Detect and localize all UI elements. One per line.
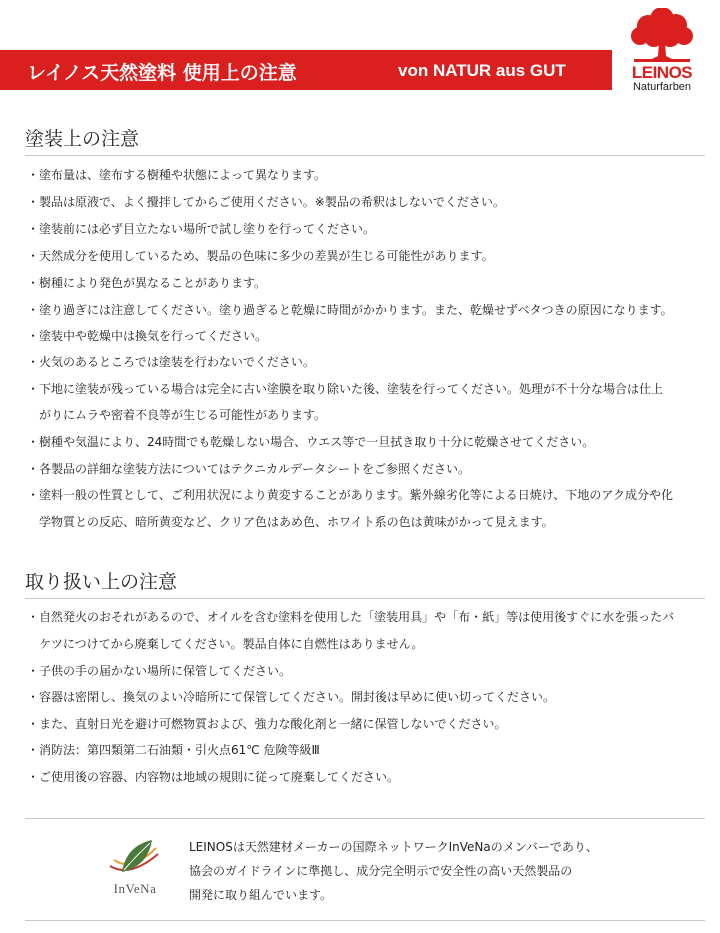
list-item: ・樹種や気温により、24時間でも乾燥しない場合、ウエス等で一旦拭き取り十分に乾燥させてください。 bbox=[27, 435, 595, 449]
handling-section-title: 取り扱い上の注意 bbox=[25, 571, 178, 593]
invena-logo bbox=[100, 836, 170, 906]
leaf-icon bbox=[100, 836, 170, 884]
list-item: ・自然発火のおそれがあるので、オイルを含む塗料を使用した「塗装用具」や「布・紙」等は使用後すぐに水を張ったバ bbox=[27, 610, 675, 624]
section-divider bbox=[25, 155, 705, 156]
list-item: ・製品は原液で、よく攪拌してからご使用ください。※製品の希釈はしないでください。 bbox=[27, 195, 505, 209]
list-item: ・塗布量は、塗布する樹種や状態によって異なります。 bbox=[27, 168, 327, 182]
logo-subtitle: Naturfarben bbox=[632, 81, 692, 93]
list-item: ・塗装前には必ず目立たない場所で試し塗りを行ってください。 bbox=[27, 222, 376, 236]
list-item: ・消防法：第四類第二石油類・引火点61℃ 危険等級Ⅲ bbox=[27, 743, 320, 757]
list-item: ・子供の手の届かない場所に保管してください。 bbox=[27, 664, 292, 678]
section-divider bbox=[25, 598, 705, 599]
page-title: レイノス天然塗料 使用上の注意 bbox=[27, 62, 297, 84]
member-text-line: 開発に取り組んでいます。 bbox=[189, 888, 333, 902]
invena-logo-text: InVeNa bbox=[113, 881, 157, 896]
list-item: ・塗装中や乾燥中は換気を行ってください。 bbox=[27, 329, 268, 343]
list-item: ・また、直射日光を避け可燃物質および、強力な酸化剤と一緒に保管しないでください。 bbox=[27, 717, 507, 731]
list-item: ・塗料一般の性質として、ご利用状況により黄変することがあります。紫外線劣化等による日焼け、下地のアク成分や化 bbox=[27, 488, 673, 502]
list-item: ・容器は密閉し、換気のよい冷暗所にて保管してください。開封後は早めに使い切ってください。 bbox=[27, 690, 556, 704]
footer-divider-top bbox=[25, 818, 705, 819]
list-item: ・各製品の詳細な塗装方法についてはテクニカルデータシートをご参照ください。 bbox=[27, 462, 471, 476]
list-item: ・下地に塗装が残っている場合は完全に古い塗膜を取り除いた後、塗装を行ってください。処理が不十分な場合は仕上 bbox=[27, 382, 664, 396]
member-text-line: LEINOSは天然建材メーカーの国際ネットワークInVeNaのメンバーであり、 bbox=[189, 840, 598, 854]
list-item-continued: がりにムラや密着不良等が生じる可能性があります。 bbox=[27, 408, 327, 422]
list-item-continued: 学物質との反応、暗所黄変など、クリア色はあめ色、ホワイト系の色は黄味がかって見えます。 bbox=[27, 515, 554, 529]
list-item: ・天然成分を使用しているため、製品の色味に多少の差異が生じる可能性があります。 bbox=[27, 249, 494, 263]
tree-icon bbox=[626, 8, 698, 62]
logo-name: LEINOS bbox=[631, 63, 693, 82]
header-banner bbox=[0, 50, 612, 90]
list-item: ・ご使用後の容器、内容物は地域の規則に従って廃棄してください。 bbox=[27, 770, 400, 784]
list-item-continued: ケツにつけてから廃棄してください。製品自体に自燃性はありません。 bbox=[27, 637, 424, 651]
list-item: ・火気のあるところでは塗装を行わないでください。 bbox=[27, 355, 315, 369]
member-text-line: 協会のガイドラインに準拠し、成分完全明示で安全性の高い天然製品の bbox=[189, 864, 573, 878]
leinos-logo bbox=[612, 8, 712, 92]
list-item: ・塗り過ぎには注意してください。塗り過ぎると乾燥に時間がかかります。また、乾燥せずベタつきの原因になります。 bbox=[27, 303, 673, 317]
brand-slogan: von NATUR aus GUT bbox=[398, 61, 566, 80]
painting-section-title: 塗装上の注意 bbox=[25, 128, 140, 150]
list-item: ・樹種により発色が異なることがあります。 bbox=[27, 276, 267, 290]
footer-divider-bottom bbox=[25, 920, 705, 921]
